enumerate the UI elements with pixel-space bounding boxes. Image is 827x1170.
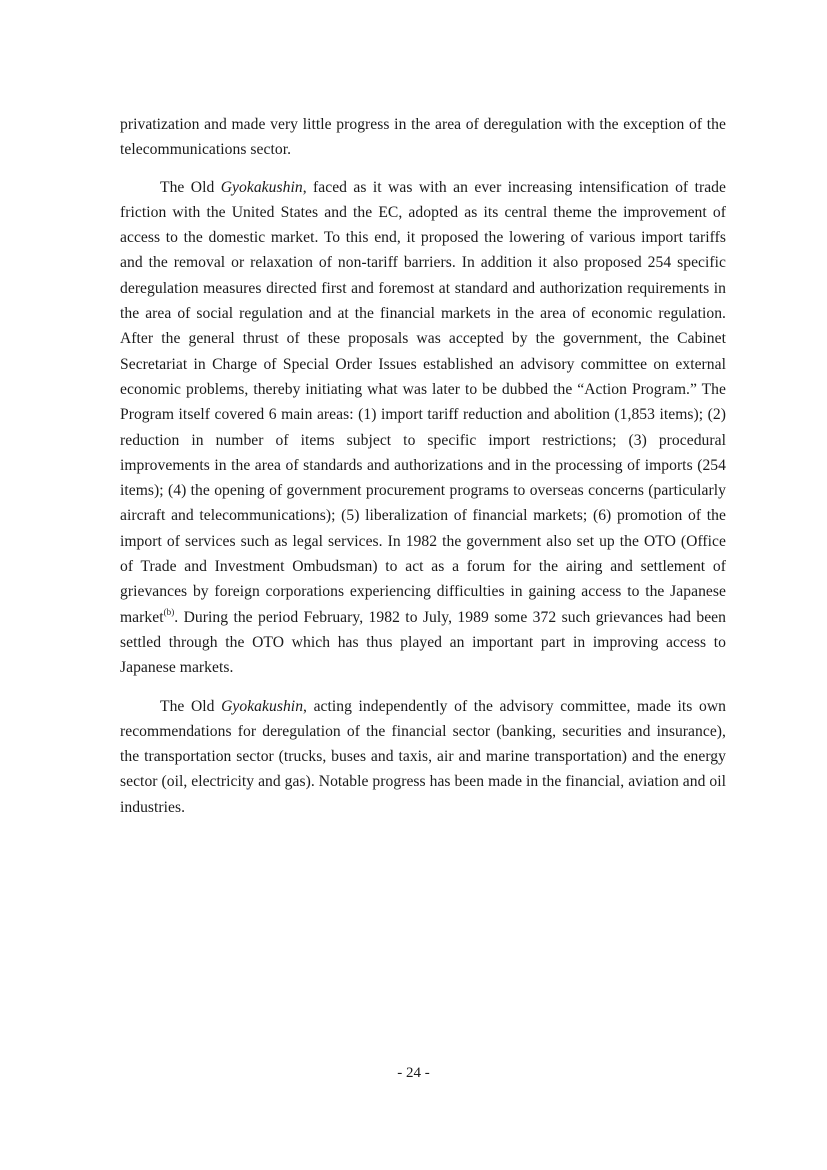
footnote-marker: (b) — [163, 606, 175, 617]
paragraph-3 — [120, 694, 726, 820]
paragraph-2 — [120, 175, 726, 681]
gyokakushin-term: Gyokakushin — [221, 697, 304, 715]
paragraph-1-text: privatization and made very little progress in the area of deregulation with the exception of the telecommunications sector. — [120, 116, 726, 159]
paragraph-3-text-b: , acting independently of the advisory committee, made its own recommendations for deregulation of the financial sector (banking, securities and insurance), the transportation sector (trucks, buses and taxis, air and marine transportation) and the energy sector (oil, electricity and gas). Notable progress has been made in the financial, aviation and oil industries. — [120, 697, 727, 816]
document-body — [120, 112, 726, 820]
paragraph-2-text-c: . During the period February, 1982 to July, 1989 some 372 such grievances had been settled through the OTO which has thus played an important part in improving access to Japanese markets. — [120, 608, 726, 677]
gyokakushin-term: Gyokakushin — [220, 178, 303, 196]
paragraph-2-text-b: , faced as it was with an ever increasing intensification of trade friction with the United States and the EC, adopted as its central theme the improvement of access to the domestic market. To this end, it proposed the lowering of various import tariffs and the removal or relaxation of non-tariff barriers. In addition it also proposed 254 specific deregulation measures directed first and foremost at standard and authorization requirements in the area of social regulation and at the financial markets in the area of economic regulation. After the general thrust of these proposals was accepted by the government, the Cabinet Secretariat in Charge of Special Order Issues established an advisory committee on external economic problems, thereby initiating what was later to be dubbed the “Action Program.” The Program itself covered 6 main areas: (1) import tariff reduction and abolition (1,853 items); (2) reduction in number of items subject to specific import restrictions; (3) procedural improvements in the area of standards and authorizations and in the processing of imports (254 items); (4) the opening of government procurement programs to overseas concerns (particularly aircraft and telecommunications); (5) liberalization of financial markets; (6) promotion of the import of services such as legal services. In 1982 the government also set up the OTO (Office of Trade and Investment Ombudsman) to act as a forum for the airing and settlement of grievances by foreign corporations experiencing difficulties in gaining access to the Japanese market — [120, 178, 726, 626]
paragraph-3-text-a: The Old — [160, 697, 222, 715]
paragraph-1 — [120, 112, 726, 163]
page-number: - 24 - — [397, 1065, 430, 1081]
paragraph-2-text-a: The Old — [160, 178, 221, 196]
